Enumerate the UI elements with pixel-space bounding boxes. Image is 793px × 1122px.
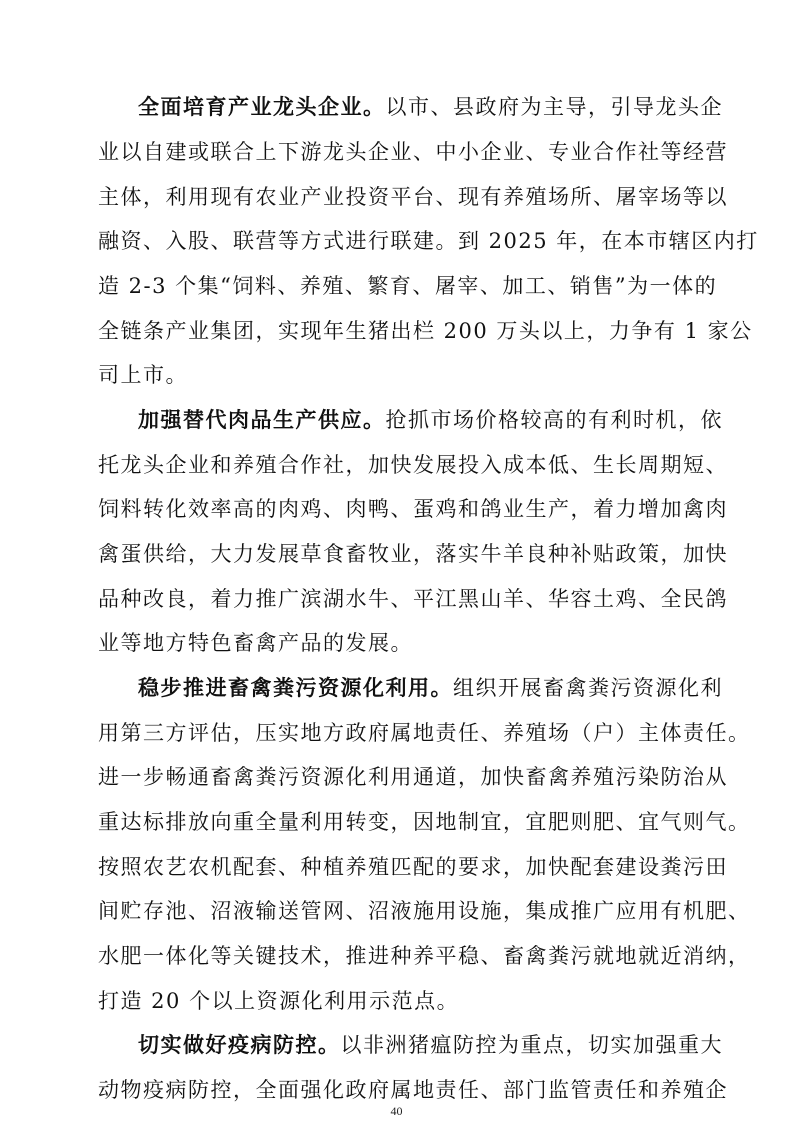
paragraph-4-text: 以非洲猪瘟防控为重点，切实加强重大 [340,1033,723,1057]
paragraph-3-line-6: 间贮存池、沼液输送管网、沼液施用设施，集成推广应用有机肥、 [98,899,751,923]
paragraph-1-line-5: 造 2-3 个集“饲料、养殖、繁育、屠宰、加工、销售”为一体的 [98,274,718,298]
paragraph-1-heading: 全面培育产业龙头企业。 [138,95,386,119]
paragraph-1-line-1 [138,89,723,125]
paragraph-1-line-2: 业以自建或联合上下游龙头企业、中小企业、专业合作社等经营 [98,140,728,164]
paragraph-2-line-3: 饲料转化效率高的肉鸡、肉鸭、蛋鸡和鸽业生产，着力增加禽肉 [98,497,728,521]
paragraph-2-line-4: 禽蛋供给，大力发展草食畜牧业，落实牛羊良种补贴政策，加快 [98,542,728,566]
paragraph-2-line-6: 业等地方特色畜禽产品的发展。 [98,631,413,655]
paragraph-3-line-2: 用第三方评估，压实地方政府属地责任、养殖场（户）主体责任。 [98,721,751,745]
paragraph-3-line-5: 按照农艺农机配套、种植养殖匹配的要求，加快配套建设粪污田 [98,855,728,879]
paragraph-3-line-3: 进一步畅通畜禽粪污资源化利用通道，加快畜禽养殖污染防治从 [98,765,728,789]
page-number: 40 [390,1104,403,1118]
paragraph-3-line-1 [138,670,723,706]
paragraph-3-text: 组织开展畜禽粪污资源化利 [453,676,723,700]
paragraph-2-line-2: 托龙头企业和养殖合作社，加快发展投入成本低、生长周期短、 [98,453,728,477]
paragraph-1-line-3: 主体，利用现有农业产业投资平台、现有养殖场所、屠宰场等以 [98,185,728,209]
paragraph-1-line-6: 全链条产业集团，实现年生猪出栏 200 万头以上，力争有 1 家公 [98,319,753,343]
paragraph-3-line-8: 打造 20 个以上资源化利用示范点。 [98,989,460,1013]
paragraph-3-line-4: 重达标排放向重全量利用转变，因地制宜，宜肥则肥、宜气则气。 [98,810,751,834]
paragraph-1-line-7: 司上市。 [98,363,188,387]
paragraph-1-line-4: 融资、入股、联营等方式进行联建。到 2025 年，在本市辖区内打 [98,229,759,253]
paragraph-4-line-2: 动物疫病防控，全面强化政府属地责任、部门监管责任和养殖企 [98,1078,728,1102]
paragraph-3-heading: 稳步推进畜禽粪污资源化利用。 [138,676,453,700]
paragraph-2-heading: 加强替代肉品生产供应。 [138,408,386,432]
paragraph-4-heading: 切实做好疫病防控。 [138,1033,341,1057]
paragraph-1-text: 以市、县政府为主导，引导龙头企 [385,95,723,119]
paragraph-2-text: 抢抓市场价格较高的有利时机，依 [385,408,723,432]
paragraph-3-line-7: 水肥一体化等关键技术，推进种养平稳、畜禽粪污就地就近消纳， [98,944,751,968]
paragraph-2-line-5: 品种改良，着力推广滨湖水牛、平江黑山羊、华容土鸡、全民鸽 [98,587,728,611]
paragraph-4-line-1 [138,1027,723,1063]
paragraph-2-line-1 [138,402,723,438]
